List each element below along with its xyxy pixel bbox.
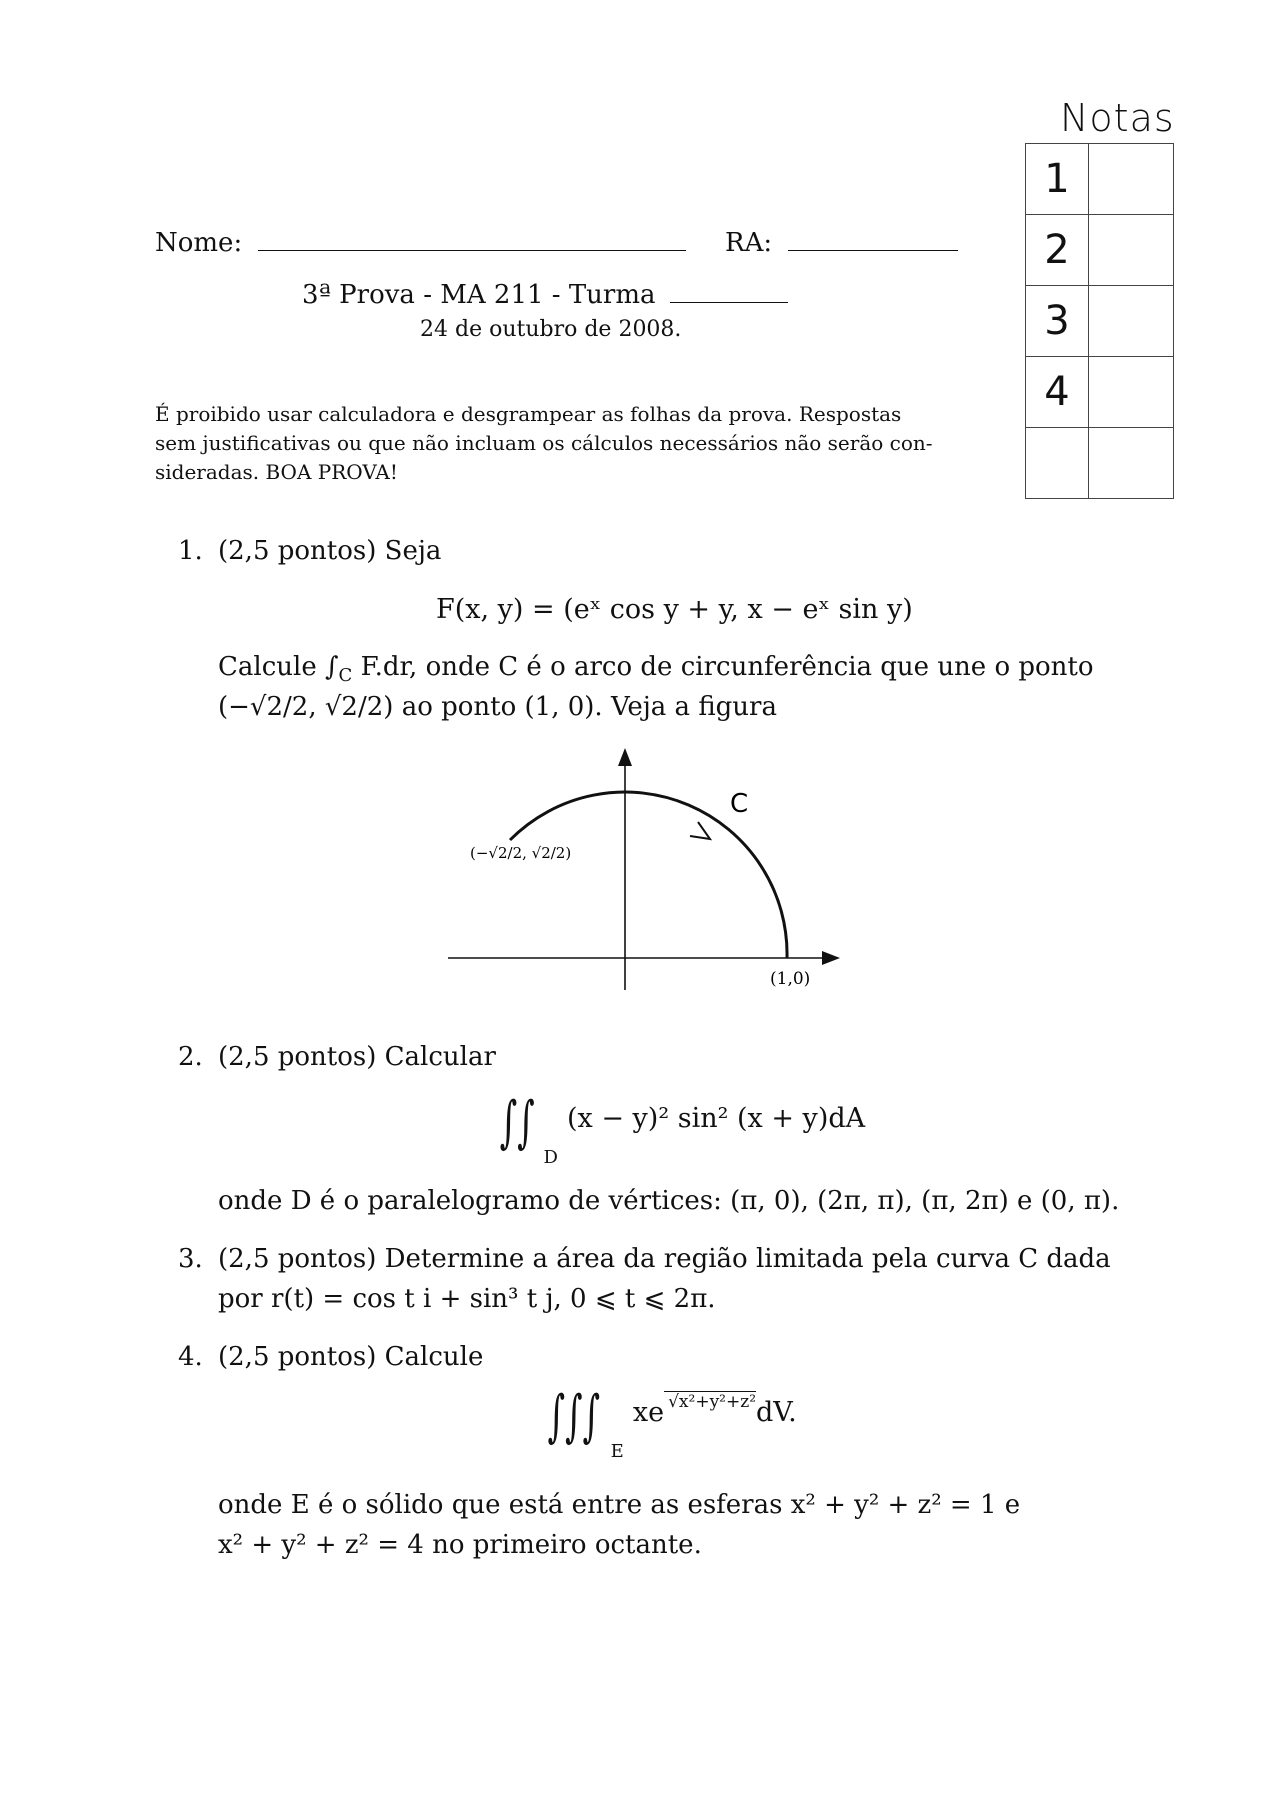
grade-score-cell[interactable] <box>1089 144 1174 215</box>
q1-text-a-sub: C <box>338 665 353 687</box>
triple-integral-sign: ∫∫∫ <box>547 1384 601 1449</box>
q4-integral <box>530 1384 797 1462</box>
grade-number: 2 <box>1026 215 1089 286</box>
exam-date: 24 de outubro de 2008. <box>420 317 682 342</box>
start-point-label: (−√2/2, √2/2) <box>470 844 572 862</box>
exam-title-row <box>302 280 788 310</box>
q4-tail: dV. <box>756 1397 797 1428</box>
arc-direction-arrow <box>690 822 710 839</box>
q1-intro: (2,5 pontos) Seja <box>218 536 442 566</box>
arc-figure <box>440 740 860 1000</box>
q1-text-a: Calcule ∫ <box>218 652 339 682</box>
instructions-line: É proibido usar calculadora e desgrampear as folhas da prova. Respostas <box>155 402 902 426</box>
end-point-label: (1,0) <box>770 969 811 989</box>
y-axis-arrow <box>618 748 632 766</box>
q4-line2: x² + y² + z² = 4 no primeiro octante. <box>218 1530 702 1560</box>
q2-domain: D <box>543 1147 558 1168</box>
q2-integrand: (x − y)² sin² (x + y)dA <box>566 1103 866 1134</box>
q3-number: 3. <box>178 1244 203 1274</box>
grades-title: Notas <box>1060 96 1175 140</box>
q2-text: onde D é o paralelogramo de vértices: (π, 0), (2π, π), (π, 2π) e (0, π). <box>218 1186 1120 1216</box>
double-integral-sign: ∫∫ <box>499 1090 535 1155</box>
grade-number <box>1026 428 1089 499</box>
q2-number: 2. <box>178 1042 203 1072</box>
q1-number: 1. <box>178 536 203 566</box>
exam-title: 3ª Prova - MA 211 - Turma <box>302 280 656 310</box>
instructions <box>155 400 955 487</box>
q2-intro: (2,5 pontos) Calcular <box>218 1042 496 1072</box>
turma-field[interactable] <box>670 302 788 303</box>
q4-number: 4. <box>178 1342 203 1372</box>
q1-text-b: F.dr, onde C é o arco de circunferência que une o ponto <box>352 652 1094 682</box>
q4-exponent: √x²+y²+z² <box>664 1391 756 1412</box>
grades-table <box>1025 143 1174 499</box>
ra-field[interactable] <box>788 250 958 251</box>
name-label: Nome: <box>155 228 243 258</box>
grade-score-cell[interactable] <box>1089 215 1174 286</box>
name-field[interactable] <box>258 250 686 251</box>
q1-text-line1 <box>218 652 1094 686</box>
q4-line1: onde E é o sólido que está entre as esferas x² + y² + z² = 1 e <box>218 1490 1021 1520</box>
instructions-line: sem justificativas ou que não incluam os cálculos necessários não serão con- <box>155 431 933 455</box>
grade-score-cell[interactable] <box>1089 357 1174 428</box>
grade-number: 3 <box>1026 286 1089 357</box>
q1-text-line2: (−√2/2, √2/2) ao ponto (1, 0). Veja a figura <box>218 692 777 722</box>
q2-integral <box>488 1090 866 1168</box>
grade-score-cell[interactable] <box>1089 286 1174 357</box>
ra-label: RA: <box>725 228 773 258</box>
q4-exponent-text: x²+y²+z² <box>678 1392 757 1412</box>
grade-number: 4 <box>1026 357 1089 428</box>
x-axis-arrow <box>822 951 840 965</box>
q3-line2: por r(t) = cos t i + sin³ t j, 0 ⩽ t ⩽ 2π. <box>218 1284 716 1314</box>
curve-label: C <box>730 789 749 819</box>
grade-total-cell[interactable] <box>1089 428 1174 499</box>
instructions-line: sideradas. BOA PROVA! <box>155 460 398 484</box>
q1-formula: F(x, y) = (eˣ cos y + y, x − eˣ sin y) <box>436 594 913 625</box>
q4-domain: E <box>610 1441 624 1462</box>
grade-number: 1 <box>1026 144 1089 215</box>
q4-integrand: xe <box>632 1397 665 1428</box>
ra-row <box>725 228 958 258</box>
q4-intro: (2,5 pontos) Calcule <box>218 1342 484 1372</box>
name-row <box>155 228 686 258</box>
q3-line1: (2,5 pontos) Determine a área da região limitada pela curva C dada <box>218 1244 1111 1274</box>
